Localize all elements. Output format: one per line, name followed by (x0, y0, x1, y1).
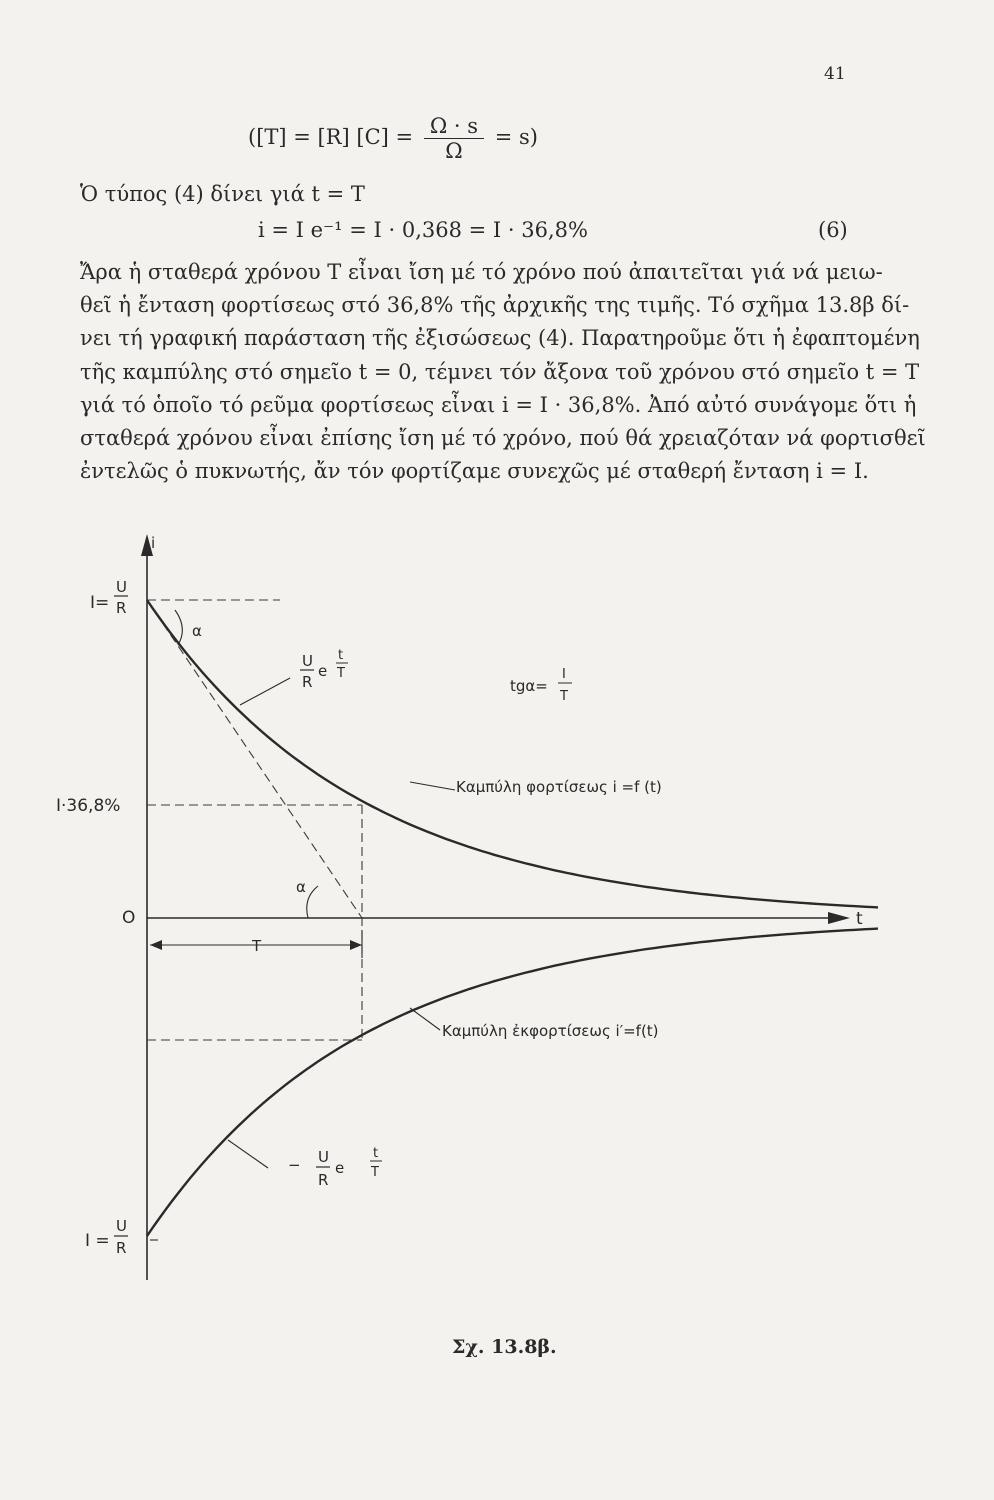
charge-curve (147, 600, 878, 907)
charge-curve-label: Καμπύλη φορτίσεως i =f (t) (456, 778, 662, 796)
charge-formula-exp: e (318, 662, 328, 680)
charge-exp-den: T (337, 666, 345, 681)
guide-lines (147, 600, 362, 1040)
equation-number: (6) (818, 218, 848, 242)
annotation-strokes (150, 610, 455, 1240)
main-equation: i = I e⁻¹ = I · 0,368 = I · 36,8% (258, 218, 588, 242)
discharge-formula-minus: − (288, 1156, 301, 1174)
formula-intro-line: Ὁ τύπος (4) δίνει γιά t = T (80, 182, 365, 206)
period-right-arrow-icon (350, 940, 362, 950)
figure-caption: Σχ. 13.8β. (452, 1336, 557, 1358)
paragraph-line: Ἄρα ἡ σταθερά χρόνου T εἶναι ἴση μέ τό χρόνο πού ἀπαιτεῖται γιά νά μειω- (80, 260, 883, 284)
x-axis-label: t (856, 909, 863, 929)
y-axis-label: i (151, 534, 156, 552)
paragraph-line: νει τή γραφική παράσταση τῆς ἐξισώσεως (4). Παρατηροῦμε ὅτι ἡ ἐφαπτομένη (80, 326, 920, 351)
angle-label-top: α (192, 622, 202, 640)
bottom-current-label: I = (85, 1231, 110, 1251)
top-current-frac-den: R (116, 599, 127, 617)
paragraph-line: θεῖ ἡ ἔνταση φορτίσεως στό 36,8% τῆς ἀρχικῆς της τιμῆς. Τό σχῆμα 13.8β δί- (80, 293, 910, 318)
discharge-exp-num: t (373, 1146, 379, 1161)
tan-den: T (560, 689, 568, 704)
page-number: 41 (824, 64, 846, 84)
paragraph-line: ἐντελῶς ὁ πυκνωτής, ἄν τόν φορτίζαμε συνεχῶς μέ σταθερή ἔνταση i = I. (80, 459, 869, 484)
charge-formula-den: R (302, 673, 313, 691)
paragraph-line: γιά τό ὁποῖο τό ρεῦμα φορτίσεως εἶναι i = I · 36,8%. Ἀπό αὐτό συνάγομε ὅτι ἡ (80, 392, 917, 417)
axes (141, 534, 850, 1280)
tan-num: I (562, 667, 566, 682)
top-current-frac-num: U (116, 578, 127, 596)
period-label: T (252, 937, 262, 955)
discharge-exp-den: T (371, 1165, 379, 1180)
discharge-formula-den: R (318, 1171, 329, 1189)
top-current-label: I= (90, 593, 110, 613)
tangent-dashed-line (147, 600, 362, 918)
discharge-formula-leader (228, 1140, 268, 1168)
tan-formula: tgα= (510, 677, 548, 695)
paragraph-line: σταθερά χρόνου εἶναι ἐπίσης ἴση μέ τό χρόνο, πού θά χρειαζόταν νά φορτισθεῖ (80, 426, 926, 451)
angle-label-bottom: α (296, 878, 306, 896)
units-numerator: Ω · s (424, 114, 484, 139)
charge-exp-num: t (338, 648, 344, 663)
units-equation-rhs: = s) (494, 125, 538, 149)
discharge-curve (147, 929, 878, 1236)
charge-curve-leader (410, 782, 455, 790)
angle-arc-bottom (307, 886, 318, 918)
discharge-curve-label: Καμπύλη ἐκφορτίσεως i′=f(t) (442, 1022, 659, 1040)
discharge-curve-leader (410, 1008, 440, 1030)
charge-formula-num: U (302, 652, 313, 670)
period-left-arrow-icon (150, 940, 162, 950)
x-axis-arrow-icon (828, 912, 850, 924)
bottom-current-frac-den: R (116, 1239, 127, 1257)
bottom-current-frac-num: U (116, 1217, 127, 1235)
units-equation-lhs: ([T] = [R] [C] = (248, 125, 414, 149)
paragraph-line: τῆς καμπύλης στό σημεῖο t = 0, τέμνει τόν ἄξονα τοῦ χρόνου στό σημεῖο t = T (80, 359, 920, 384)
level-368-label: I·36,8% (56, 796, 121, 816)
charge-formula-leader (240, 678, 290, 705)
discharge-formula-num: U (318, 1148, 329, 1166)
discharge-formula-exp: e (335, 1159, 345, 1177)
units-denominator: Ω (445, 139, 463, 163)
origin-label: O (122, 908, 136, 928)
